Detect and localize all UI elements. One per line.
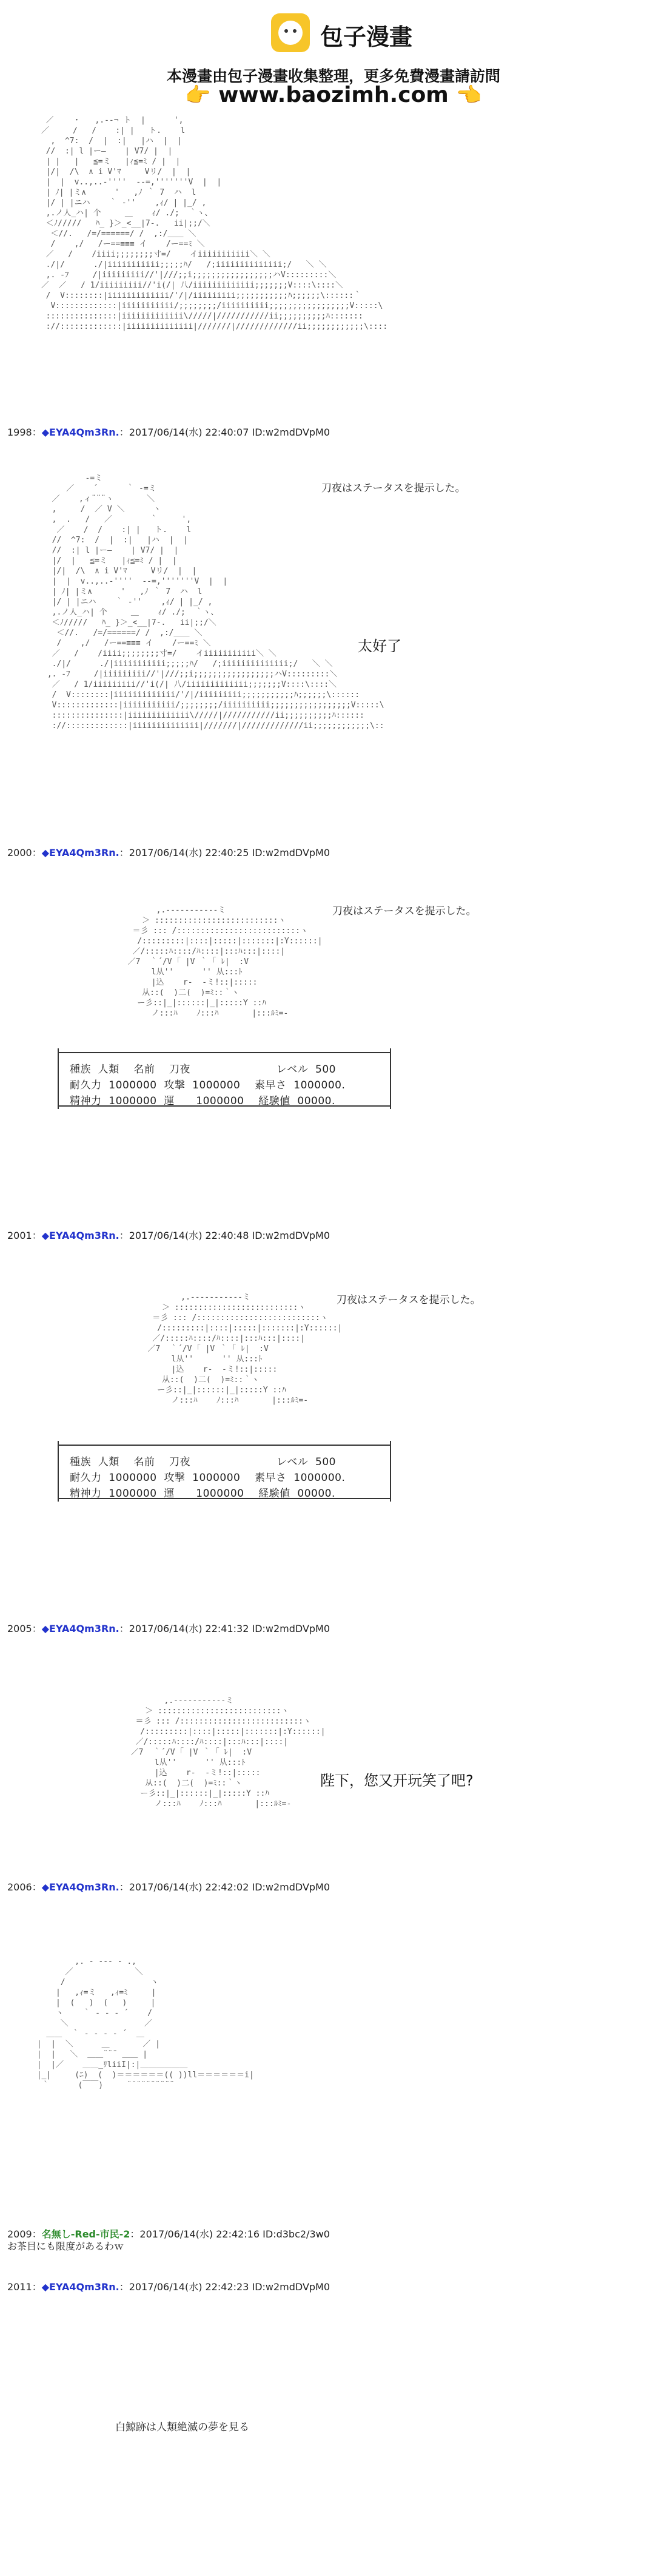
table-border: [390, 1441, 391, 1502]
poster-name[interactable]: 名無し‐Red‐市民‐2: [41, 2228, 130, 2240]
post-number: 2001：: [7, 1230, 42, 1241]
ascii-art-character: ,.-‐‐‐‐‐‐‐‐‐‐ミ ＞ ::::::::::::::::::::::::::ヽ ＝彡 ::: /::::::::::::::::::::::::::ヽ /:::::::::|::::|:::::|:::::::|:Y::::::| ／/:::::ﾊ::::/ﾊ::::|:::ﾊ:::|::::| ／7 ｀´/V ｢ |V ｀ ｢ ﾚ| :V l从'' '' 从:::ﾄ |込 r‐ ‐ミ!::|::::: 从::( )二( )=ﾐ::｀ヽ ー彡::|_|::::::|_|:::::Y ::ﾊ ノ:::ﾊ ﾉ:::ﾊ |:::ﾙﾐ=-: [147, 1293, 343, 1405]
poster-name[interactable]: ◆EYA4Qm3Rn.: [41, 1230, 119, 1241]
table-border: [58, 1048, 59, 1109]
status-row: 精神力 1000000 運 1000000 経験値 00000.: [70, 1095, 335, 1107]
post-number: 1998：: [7, 427, 42, 438]
narration-text: 刀夜はステータスを提示した。: [332, 905, 477, 917]
poster-name[interactable]: ◆EYA4Qm3Rn.: [41, 1881, 119, 1893]
table-border: [390, 1048, 391, 1109]
post-meta: ：2017/06/14(水) 22:42:02 ID:w2mdDVpM0: [119, 1881, 330, 1893]
post-number: 2006：: [7, 1881, 42, 1893]
post-header: [7, 845, 330, 859]
post-header: [7, 1880, 330, 1893]
poster-name[interactable]: ◆EYA4Qm3Rn.: [41, 2281, 119, 2293]
status-row: 耐久力 1000000 攻撃 1000000 素早さ 1000000.: [70, 1079, 346, 1091]
status-row: 精神力 1000000 運 1000000 経験値 00000.: [70, 1488, 335, 1500]
speech-text: 陛下，您又开玩笑了吧?: [320, 1772, 474, 1789]
status-table: [58, 1052, 391, 1107]
post-body: お茶目にも限度があるわｗ: [7, 2241, 124, 2252]
narration-text: 刀夜はステータスを提示した。: [321, 482, 466, 494]
post-number: 2011：: [7, 2281, 42, 2293]
status-row: 種族 人類 名前 刀夜 レベル 500: [70, 1456, 336, 1468]
ascii-art-character: -=ミ ／ ´ ｀ ‐=ミ ／ ,ィ¨¨¨ヽ ＼ , / ／ V ＼ ヽ , . / ／ ｀ ', ／ / / :| | ト. l // ^7: / | :| |ハ | | // :| l |ー― | V7/ | | |/ | ≦=ミ |ｨ≦=ﾐ / | | |/| /\ ∧ i V'ﾏ Vリ/ | | | | v..,..‐'''' ‐-=,'''''''V | | | ﾉ| |ミ∧ ' ,ﾉ ｀ 7 ハ l |/ | |ニハ ｀ ‐'' ,ｨ/ | |_/ , ,.ノ人_ハ| 个 ＿ ｨ/ ./; ｀ヽ、 ＜ﾉ///// ﾊ_ }＞_<__|7-. ii|;;/＼ ＜//. /=/======/ / ,:/＿＿ ＼ / ,/ /ー==≡≡≡ イ /ー==ﾐ ＼ ／ / /iiii;;;;;;;;寸=/ イiiiiiiiiiii＼ ＼ ./|/ ./|iiiiiiiiiii;;;;;ﾊ/ /;iiiiiiiiiiiiii;/ ＼ ＼ ,. ‐ﾌ /|iiiiiiiii//'|///;;i;;;;;;;;;;;;;;;;;ハV:::::::::＼ ／ / 1/iiiiiiiii//'i(/| 八/iiiiiiiiiiiii;;;;;;;V::::\::::＼ / V::::::::|iiiiiiiiiiiii/'/|/iiiiiiiii;;;;;;;;;;;ﾊ;;;;;;\:::::: V:::::::::::::|iiiiiiiiiii/;;;;;;;;/iiiiiiiiii;;;;;;;;;;;;;;;;;V:::::\ :::::::::::::::|iiiiiiiiiiiii\/////|///////////ii;;;;;;;;;;ﾊ:::::: ://:::::::::::::|iiiiiiiiiiiiii|///////|/////////////ii;;;;;;;;;;;;\::: [47, 474, 384, 730]
post-header: [7, 425, 330, 439]
closing-text: 白鯨跡は人類絶滅の夢を見る: [115, 2421, 249, 2433]
status-row: 耐久力 1000000 攻撃 1000000 素早さ 1000000.: [70, 1472, 346, 1484]
ascii-art-character: ,.-‐‐‐‐‐‐‐‐‐‐ミ ＞ ::::::::::::::::::::::::::ヽ ＝彡 ::: /::::::::::::::::::::::::::ヽ /:::::::::|::::|:::::|:::::::|:Y::::::| ／/:::::ﾊ::::/ﾊ::::|:::ﾊ:::|::::| ／7 ｀´/V ｢ |V ｀ ｢ ﾚ| :V l从'' '' 从:::ﾄ |込 r‐ ‐ミ!::|::::: 从::( )二( )=ﾐ::｀ヽ ー彡::|_|::::::|_|:::::Y ::ﾊ ノ:::ﾊ ﾉ:::ﾊ |:::ﾙﾐ=-: [130, 1696, 326, 1809]
post-number: 2005：: [7, 1623, 42, 1634]
ascii-art-character: ／ ・ ,.-‐¬ ト | ', ／ / / :| | ト. l , ^7: / | :| |ハ | | // :| l |ー― | V7/ | | | | | ≦=ミ |ｨ≦=ﾐ / | | |/| /\ ∧ i V'ﾏ Vリ/ | | | | v..,..‐'''' ‐-=,'''''''V | | | ﾉ| |ミ∧ ' ,ﾉ ｀ 7 ハ l |/ | |ニハ ｀ ‐'' ,ｨ/ | |_/ , ,.ノ人_ハ| 个 ＿ ｨ/ ./; ｀ヽ、 ＜ﾉ///// ﾊ_ }＞_<__|7-. ii|;;/＼ ＜//. /=/======/ / ,:/＿＿ ＼ / ,/ /ー==≡≡≡ イ /ー==ﾐ ＼ ／ / /iiii;;;;;;;;寸=/ イiiiiiiiiiii＼ ＼ ./|/ ./|iiiiiiiiiii;;;;;ﾊ/ /;iiiiiiiiiiiiii;/ ＼ ＼ ,. ‐ﾌ /|iiiiiiiii//'|///;;i;;;;;;;;;;;;;;;;;ハV:::::::::＼ ／ ／ / 1/iiiiiiiii//'i(/| 八/iiiiiiiiiiiii;;;;;;;V::::\::::＼ / V::::::::|iiiiiiiiiiiii/'/|/iiiiiiiii;;;;;;;;;;;ﾊ;;;;;;\::::::｀ V:::::::::::::|iiiiiiiiiii/;;;;;;;;/iiiiiiiiii;;;;;;;;;;;;;;;;;V:::::\ :::::::::::::::|iiiiiiiiiiiii\/////|///////////ii;;;;;;;;;;ﾊ::::::: ://:::::::::::::|iiiiiiiiiiiiii|///////|/////////////ii;;;;;;;;;;;;\::::: [41, 116, 388, 331]
speech-text: 太好了: [358, 638, 401, 655]
post-number: 2009：: [7, 2228, 42, 2240]
site-title: 包子漫畫: [320, 24, 413, 50]
status-row: 種族 人類 名前 刀夜 レベル 500: [70, 1064, 336, 1076]
post-header: [7, 1228, 330, 1242]
post-meta: ：2017/06/14(水) 22:42:23 ID:w2mdDVpM0: [119, 2281, 330, 2293]
post-number: 2000：: [7, 847, 42, 858]
post-meta: ：2017/06/14(水) 22:40:48 ID:w2mdDVpM0: [119, 1230, 330, 1241]
ascii-art-character: ,.-‐‐‐‐‐‐‐‐‐‐ミ ＞ ::::::::::::::::::::::::::ヽ ＝彡 ::: /::::::::::::::::::::::::::ヽ /:::::::::|::::|:::::|:::::::|:Y::::::| ／/:::::ﾊ::::/ﾊ::::|:::ﾊ:::|::::| ／7 ｀´/V ｢ |V ｀ ｢ ﾚ| :V l从'' '' 从:::ﾄ |込 r‐ ‐ミ!::|::::: 从::( )二( )=ﾐ::｀ヽ ー彡::|_|::::::|_|:::::Y ::ﾊ ノ:::ﾊ ﾉ:::ﾊ |:::ﾙﾐ=-: [127, 906, 323, 1018]
post-header: [7, 2279, 330, 2293]
ascii-art-character: ,. ‐ ‐‐‐ ‐ ., ／ ＼ / ヽ | ,ｨ=ミ ,ｨ=ﾐ | | ( ) ( ) | ヽ ｀ ‐ ‐ ‐ ´ / ＼ ／ ＿＿ ｀ ‐ ‐ ‐ ‐ ´ ＿ | | ＼ ＿ ／ | | | ＼ ＿＿¨¨¨ ＿＿ | | |／ ＿＿_ﾘliiI|:|＿＿＿＿＿＿ |_| (ﾆ) ( )＝＝＝＝＝＝(( ))ll＝＝＝＝＝＝i| ｀ (￣￣) ¨¨¨¨¨¨¨¨¨¨: [36, 1957, 254, 2090]
post-meta: ：2017/06/14(水) 22:40:25 ID:w2mdDVpM0: [119, 847, 330, 858]
post-meta: ：2017/06/14(水) 22:42:16 ID:d3bc2/3w0: [130, 2228, 330, 2240]
site-logo[interactable]: [271, 13, 310, 52]
pointing-hand-icon: 👉: [185, 83, 211, 107]
post-meta: ：2017/06/14(水) 22:40:07 ID:w2mdDVpM0: [119, 427, 330, 438]
poster-name[interactable]: ◆EYA4Qm3Rn.: [41, 427, 119, 438]
poster-name[interactable]: ◆EYA4Qm3Rn.: [41, 1623, 119, 1634]
site-url-row: [0, 83, 667, 107]
poster-name[interactable]: ◆EYA4Qm3Rn.: [41, 847, 119, 858]
table-border: [58, 1441, 59, 1502]
narration-text: 刀夜はステータスを提示した。: [337, 1294, 481, 1306]
post-meta: ：2017/06/14(水) 22:41:32 ID:w2mdDVpM0: [119, 1623, 330, 1634]
table-rule: [58, 1445, 391, 1446]
bun-mascot-icon: [278, 21, 303, 45]
post-header: [7, 1621, 330, 1635]
table-rule: [58, 1052, 391, 1053]
site-tagline: 本漫畫由包子漫畫收集整理，更多免費漫畫請訪問: [166, 67, 500, 85]
status-table: [58, 1445, 391, 1499]
pointing-hand-icon: 👈: [456, 83, 482, 107]
site-url-link[interactable]: www.baozimh.com: [218, 83, 449, 107]
